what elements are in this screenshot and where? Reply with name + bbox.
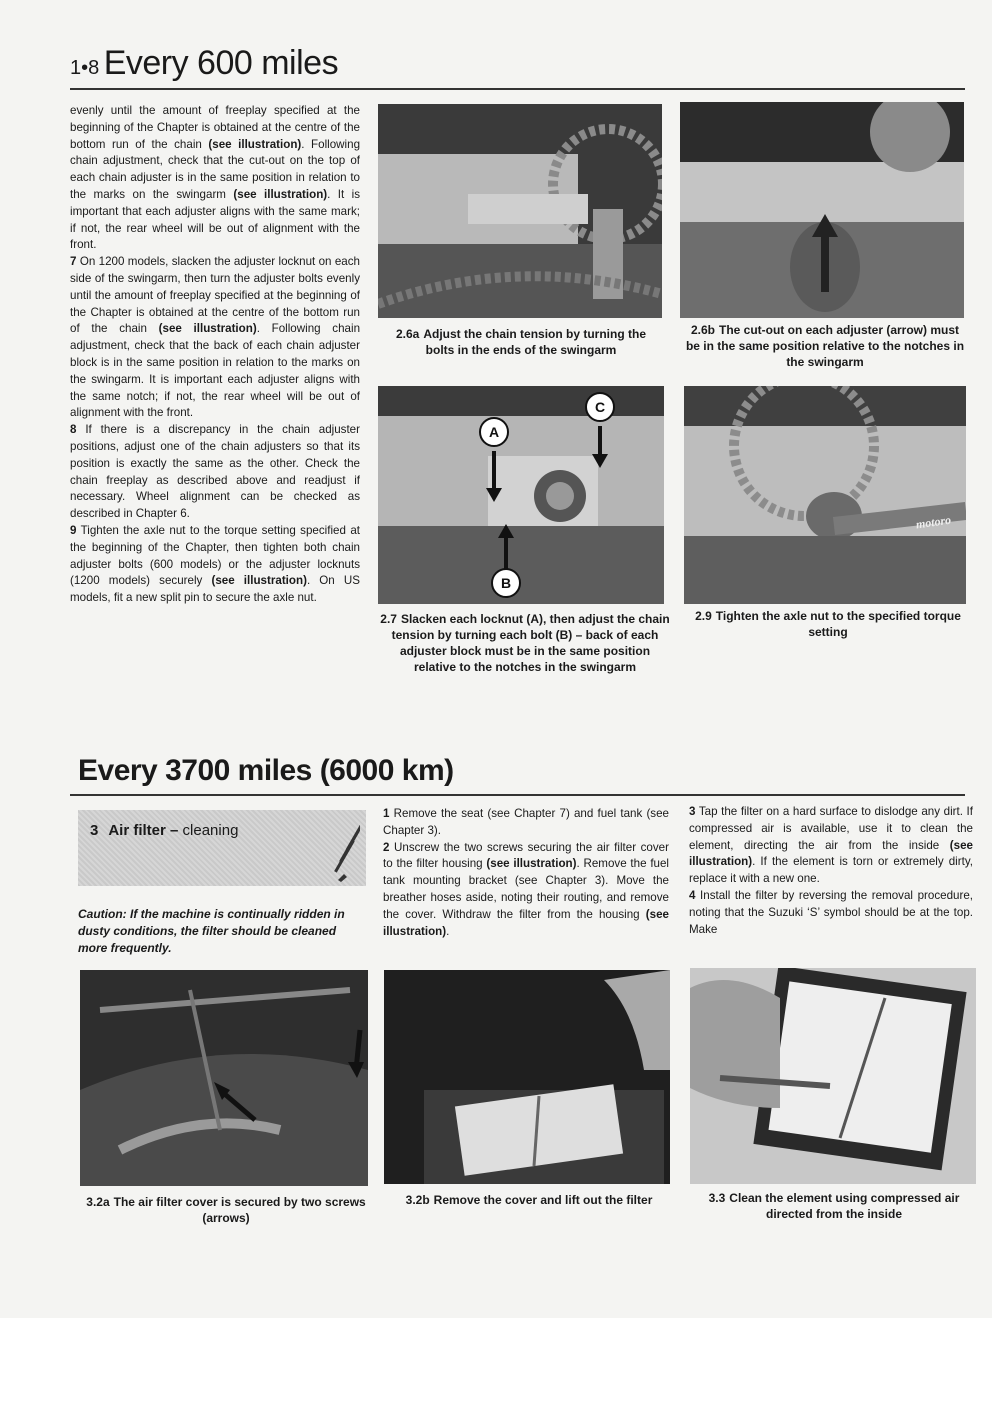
- section-divider: [70, 794, 965, 796]
- figure-number: 3.3: [708, 1191, 726, 1205]
- paragraph-text: .: [446, 924, 450, 938]
- illustration-reference: (see illustration): [233, 187, 328, 201]
- paragraph-number: 3: [689, 805, 696, 818]
- photo-2-6a: [378, 104, 662, 318]
- caption-text: Tighten the axle nut to the specified torque setting: [715, 609, 961, 639]
- illustration-reference: (see illustration): [486, 857, 577, 871]
- photo-2-9: [684, 386, 966, 604]
- photo-3-3: [690, 968, 976, 1184]
- paragraph-text: . Following chain adjustment, check that the back of each chain adjuster block is in the same position in relation to the marks on the swingarm. It is important each adjuster aligns with the same notch; if not, the rear wheel will be out of alignment with the front.: [70, 322, 361, 420]
- paragraph-3: [689, 804, 973, 888]
- paragraph-text: Install the filter by reversing the removal procedure, noting that the Suzuki ‘S’ symbol should be at the top. Make: [689, 888, 973, 936]
- paragraph-number: 9: [70, 523, 77, 537]
- caption-2-6b: [684, 322, 966, 370]
- figure-number: 3.2b: [405, 1193, 430, 1207]
- paragraph-text: . On US models, fit a new split pin to secure the axle nut.: [70, 574, 360, 605]
- figure-number: 2.9: [695, 609, 712, 623]
- paragraph-text: . Remove the fuel tank mounting bracket (see Chapter 3). Move the breather hoses aside, noting their routing, and remove the cover. Withdraw the filter from the housing: [383, 857, 670, 921]
- caption-3-2a: [82, 1194, 370, 1226]
- illustration-reference: (see illustration): [211, 574, 307, 588]
- page-header: [70, 44, 338, 90]
- paragraph-number: 8: [70, 423, 77, 437]
- label-a: A: [488, 424, 500, 440]
- caption-text: Adjust the chain tension by turning the bolts in the ends of the swingarm: [423, 327, 647, 357]
- task-label: [90, 822, 238, 839]
- caption-text: The cut-out on each adjuster (arrow) must be in the same position relative to the notches in the swingarm: [685, 323, 965, 369]
- section-title: Every 3700 miles (6000 km): [78, 754, 454, 787]
- label-b: B: [500, 575, 512, 591]
- paragraph-number: 4: [689, 888, 696, 902]
- paragraph-4: [689, 888, 973, 938]
- task-header-box: [78, 810, 366, 886]
- illustration-reference: (see illustration): [158, 322, 257, 336]
- paragraph-8: [70, 422, 360, 523]
- difficulty-wrench-icon: [334, 818, 360, 882]
- task-subtitle: cleaning: [178, 822, 239, 839]
- caution-note: Caution: If the machine is continually ridden in dusty conditions, the filter should be cleaned more frequently.: [78, 907, 345, 955]
- figure-number: 2.6a: [395, 327, 420, 341]
- figure-number: 2.7: [380, 612, 397, 626]
- page-title: Every 600 miles: [103, 44, 339, 82]
- paragraph-text: . If the element is torn or extremely dirty, replace it with a new one.: [689, 855, 973, 886]
- paragraph-text: On 1200 models, slacken the adjuster locknut on each side of the swingarm, then turn the adjuster bolts evenly until the amount of freeplay specified at the beginning of the Chapter is obtained at the centre of the bottom run of the chain: [70, 255, 360, 336]
- photo-3-2b: [384, 970, 670, 1184]
- left-text-column: [70, 103, 360, 607]
- figure-number: 3.2a: [86, 1195, 110, 1209]
- caption-3-3: [694, 1190, 974, 1222]
- paragraph-text: Unscrew the two screws securing the air filter cover to the filter housing: [383, 840, 669, 871]
- paragraph-text: . Following chain adjustment, check that the cut-out on the top of each chain adjuster is in the same position in relation to the marks on the swingarm: [70, 137, 361, 201]
- page-number: 1•8: [70, 57, 100, 79]
- caption-2-7: [380, 611, 670, 675]
- photo-2-6b: [680, 102, 964, 318]
- paragraph-7: [70, 254, 360, 422]
- paragraph-2: [383, 840, 669, 941]
- paragraph-continuation: [70, 103, 360, 254]
- paragraph-text: Tap the filter on a hard surface to dislodge any dirt. If compressed air is available, use it to clean the element, directing the air from the inside: [689, 805, 973, 852]
- paragraph-text: If there is a discrepancy in the chain adjuster positions, adjust one of the chain adjusters so that its position is exactly the same as the other. Check the chain freeplay as described above and readjust if necessary. Wheel alignment can be checked as described in Chapter 6.: [70, 423, 360, 521]
- illustration-reference: (see illustration): [383, 907, 669, 938]
- right-text-column: [689, 804, 973, 938]
- paragraph-text: Tighten the axle nut to the torque setting specified at the beginning of the Chapter, then tighten both chain adjuster bolts (600 models) or the adjuster locknuts (1200 models) securely: [70, 523, 360, 588]
- middle-text-column: [383, 806, 669, 940]
- caption-2-9: [690, 608, 966, 640]
- header-divider: [70, 88, 965, 90]
- paragraph-number: 1: [383, 807, 390, 820]
- caption-text: Remove the cover and lift out the filter: [433, 1193, 653, 1207]
- photo-3-2a: [80, 970, 368, 1186]
- caption-3-2b: [398, 1192, 660, 1208]
- caption-text: The air filter cover is secured by two screws (arrows): [113, 1195, 366, 1225]
- paragraph-number: 7: [70, 255, 77, 269]
- label-c: C: [594, 399, 606, 415]
- tool-decal: motoro: [914, 512, 952, 532]
- paragraph-1: [383, 806, 669, 840]
- caption-2-6a: [382, 326, 660, 358]
- illustration-reference: (see illustration): [208, 137, 302, 151]
- photo-2-7: [378, 386, 664, 604]
- caption-text: Clean the element using compressed air directed from the inside: [729, 1191, 960, 1221]
- task-number: 3: [90, 822, 99, 839]
- paragraph-text: . It is important that each adjuster aligns with the same mark; if not, the rear wheel will be out of alignment with the front.: [70, 187, 361, 252]
- paragraph-number: 2: [383, 840, 390, 854]
- paragraph-text: Remove the seat (see Chapter 7) and fuel tank (see Chapter 3).: [383, 807, 669, 837]
- caption-text: Slacken each locknut (A), then adjust the chain tension by turning each bolt (B) – back of each adjuster block must be in the same position relative to the notches in the swingarm: [391, 612, 670, 674]
- figure-number: 2.6b: [690, 323, 715, 337]
- task-name: Air filter –: [108, 822, 179, 839]
- paragraph-9: [70, 523, 360, 607]
- paragraph-text: evenly until the amount of freeplay specified at the beginning of the Chapter is obtained at the centre of the bottom run of the chain: [70, 104, 360, 151]
- illustration-reference: (see illustration): [689, 838, 973, 869]
